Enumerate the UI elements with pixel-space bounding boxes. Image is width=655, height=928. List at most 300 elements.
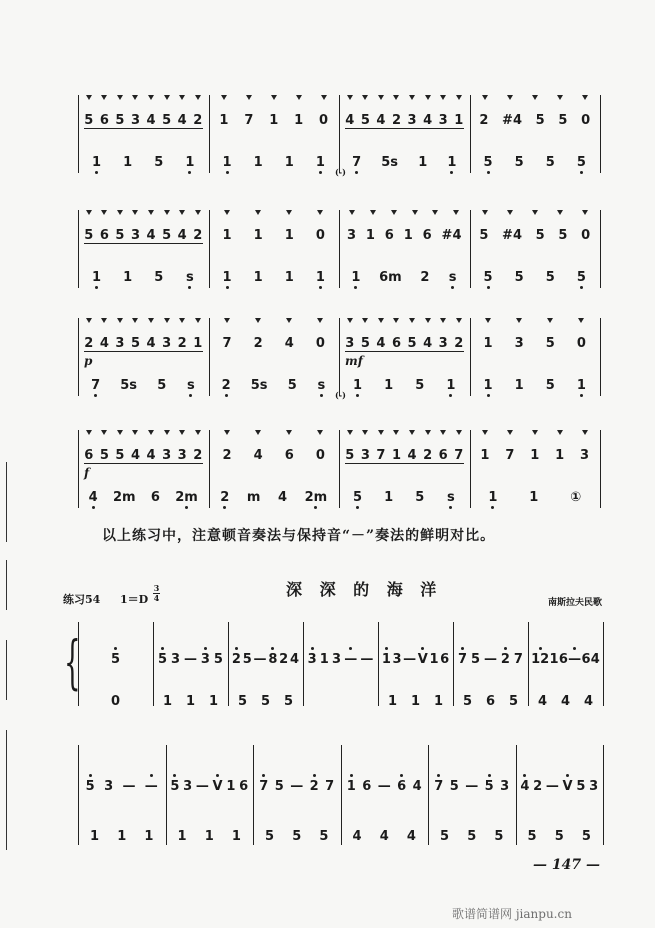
upper-voice — [78, 640, 603, 666]
note: 7 — [222, 336, 232, 351]
note: 3 — [104, 779, 114, 794]
staccato-mark — [117, 210, 123, 215]
note: — — [403, 652, 417, 667]
note: 3 — [162, 336, 172, 351]
measure — [78, 324, 209, 350]
page-margin-rule — [6, 640, 7, 700]
measure — [78, 478, 209, 504]
note: 2 — [177, 336, 187, 351]
note: 1 — [253, 270, 263, 285]
note: — — [122, 779, 136, 794]
note: 5 — [237, 694, 248, 709]
note: 1 — [351, 270, 361, 285]
staccato-mark — [246, 95, 252, 100]
note: 6 — [150, 490, 160, 505]
note: 5 — [483, 155, 493, 170]
note: 1 — [514, 378, 524, 393]
staccato-mark — [86, 430, 92, 435]
staccato-mark — [432, 210, 438, 215]
note: 3 — [307, 652, 317, 667]
song-system — [78, 745, 603, 845]
measure — [166, 817, 254, 843]
note: 5 — [154, 155, 164, 170]
staccato-mark — [547, 318, 553, 323]
beam-underline — [345, 351, 464, 352]
measure — [470, 101, 601, 127]
staccato-mark — [370, 210, 376, 215]
note: 1 — [92, 270, 102, 285]
measure — [303, 640, 378, 666]
barline — [600, 318, 601, 396]
note: 3 — [407, 113, 417, 128]
annotation: (-) — [335, 390, 346, 400]
note: 2 — [479, 113, 489, 128]
measure — [209, 436, 340, 462]
note: 6 — [422, 228, 432, 243]
note: 3 — [200, 652, 210, 667]
note: 2 — [500, 652, 510, 667]
note: 4 — [537, 694, 548, 709]
note: 3 — [332, 652, 342, 667]
staccato-mark — [101, 430, 107, 435]
measure — [209, 324, 340, 350]
note: 7 — [434, 779, 444, 794]
staccato-mark — [362, 430, 368, 435]
note: 5 — [508, 694, 519, 709]
measure — [339, 366, 470, 392]
page-number: — 147 — — [533, 857, 600, 873]
note: 5 — [110, 652, 121, 667]
beam-underline — [345, 128, 464, 129]
page-margin-rule — [6, 462, 7, 542]
staccato-mark — [378, 318, 384, 323]
note: 1 — [204, 829, 214, 844]
lower-voice — [78, 258, 600, 284]
staccato-mark — [286, 210, 292, 215]
note: 3 — [500, 779, 510, 794]
staccato-mark — [101, 318, 107, 323]
staccato-mark — [453, 210, 459, 215]
note: 5s — [120, 378, 138, 393]
note: 2 — [193, 113, 203, 128]
note: 3 — [589, 779, 599, 794]
staccato-mark — [255, 210, 261, 215]
staccato-mark — [224, 430, 230, 435]
note: s — [447, 490, 455, 505]
note: 6 — [362, 779, 372, 794]
note: 5 — [576, 155, 586, 170]
page-margin-rule — [6, 560, 7, 610]
staccato-mark — [164, 430, 170, 435]
measure — [428, 817, 516, 843]
staccato-mark — [393, 95, 399, 100]
note: V — [212, 779, 223, 794]
staccato-mark — [221, 95, 227, 100]
note: 0 — [318, 113, 329, 128]
note: 7 — [457, 652, 468, 667]
note: 1 — [529, 490, 539, 505]
note: 0 — [581, 228, 591, 243]
measure — [209, 143, 340, 169]
measure — [339, 436, 470, 462]
note: ① — [570, 490, 582, 505]
staccato-mark — [532, 95, 538, 100]
staccato-mark — [482, 95, 488, 100]
note: 1 — [483, 336, 493, 351]
exercise-comment: 以上练习中，注意顿音奏法与保持音“－”奏法的鲜明对比。 — [102, 528, 496, 544]
note: 5 — [479, 228, 489, 243]
staccato-mark — [425, 95, 431, 100]
staccato-mark — [148, 210, 154, 215]
note: — — [144, 779, 158, 794]
note: — — [377, 779, 391, 794]
note: — — [483, 652, 497, 667]
note: 5 — [576, 270, 586, 285]
measure — [453, 682, 528, 708]
staccato-mark — [296, 95, 302, 100]
watermark-text: 歌谱简谱网 jianpu.cn — [452, 907, 572, 921]
note: 2m — [175, 490, 198, 505]
measure — [303, 682, 378, 708]
song-source: 南斯拉夫民歌 — [548, 598, 603, 608]
staccato-mark — [378, 430, 384, 435]
note: 1 — [447, 155, 457, 170]
staccato-mark — [409, 318, 415, 323]
measure — [78, 143, 209, 169]
note: 4 — [520, 779, 530, 794]
note: 2 — [231, 652, 241, 667]
note: 5s — [250, 378, 268, 393]
note: 2 — [533, 779, 543, 794]
note: 1 — [410, 694, 421, 709]
note: 2m — [304, 490, 328, 505]
note: 7 — [244, 113, 254, 128]
note: 4 — [146, 448, 156, 463]
note: 5 — [558, 228, 568, 243]
staccato-mark — [255, 318, 261, 323]
note: 3 — [438, 336, 448, 351]
beam-underline — [84, 243, 203, 244]
note: 1 — [284, 155, 294, 170]
note: 2 — [279, 652, 289, 667]
note: 6 — [558, 652, 568, 667]
staccato-mark — [321, 95, 327, 100]
note: m — [246, 490, 261, 505]
note: 5s — [381, 155, 399, 170]
staccato-mark — [532, 210, 538, 215]
note: 5 — [514, 155, 524, 170]
note: — — [465, 779, 479, 794]
lower-voice — [78, 682, 603, 708]
note: 5 — [545, 336, 555, 351]
note: 2 — [420, 270, 430, 285]
note: 3 — [177, 448, 187, 463]
lower-voice — [78, 143, 600, 169]
barline — [603, 622, 604, 706]
note: 5 — [115, 228, 125, 243]
note: 1 — [185, 155, 195, 170]
staccato-mark — [378, 95, 384, 100]
note: 4 — [583, 694, 594, 709]
note: 4 — [376, 113, 386, 128]
note: 5 — [527, 829, 537, 844]
note: 2 — [309, 779, 319, 794]
measure — [153, 682, 228, 708]
measure — [339, 478, 470, 504]
staccato-mark — [164, 95, 170, 100]
note: 3 — [183, 779, 193, 794]
song-system — [78, 622, 603, 709]
measure — [428, 767, 516, 793]
staccato-mark — [101, 210, 107, 215]
measure — [209, 478, 340, 504]
staccato-mark — [578, 318, 584, 323]
note: 5 — [260, 694, 271, 709]
note: 1 — [315, 270, 325, 285]
note: 5 — [345, 448, 355, 463]
staccato-mark — [224, 318, 230, 323]
note: 5 — [554, 829, 564, 844]
staccato-mark — [362, 95, 368, 100]
note: 0 — [576, 336, 586, 351]
note: s — [187, 378, 195, 393]
staccato-mark — [425, 430, 431, 435]
note: 4 — [423, 113, 433, 128]
note: 4 — [560, 694, 571, 709]
beam-underline — [84, 128, 203, 129]
note: 1 — [193, 336, 203, 351]
note: 1 — [384, 378, 394, 393]
measure — [528, 640, 603, 666]
exercise-system — [78, 210, 600, 288]
note: 1 — [418, 155, 428, 170]
note: 4 — [88, 490, 98, 505]
staccato-mark — [101, 95, 107, 100]
measure — [470, 216, 601, 242]
note: 1 — [294, 113, 304, 128]
note: 5 — [265, 829, 275, 844]
note: 6 — [485, 694, 496, 709]
measure — [470, 143, 601, 169]
staccato-mark — [195, 210, 201, 215]
measure — [78, 682, 153, 708]
note: 5 — [407, 336, 417, 351]
measure — [516, 817, 604, 843]
staccato-mark — [317, 430, 323, 435]
note: 4 — [99, 336, 109, 351]
note: 6 — [397, 779, 407, 794]
note: 1 — [319, 652, 329, 667]
note: #4 — [502, 228, 522, 243]
measure — [253, 767, 341, 793]
measure — [470, 258, 601, 284]
staccato-mark — [286, 318, 292, 323]
staccato-mark — [164, 318, 170, 323]
staccato-mark — [456, 430, 462, 435]
staccato-mark — [557, 430, 563, 435]
staccato-mark — [86, 318, 92, 323]
note: — — [195, 779, 209, 794]
staccato-mark — [507, 210, 513, 215]
note: — — [344, 652, 358, 667]
staccato-mark — [347, 95, 353, 100]
note: 3 — [579, 448, 590, 463]
note: 4 — [379, 829, 389, 844]
measure — [516, 767, 604, 793]
measure — [339, 258, 470, 284]
note: 5 — [581, 829, 591, 844]
note: 1 — [117, 829, 127, 844]
measure — [209, 101, 340, 127]
note: 1 — [549, 652, 559, 667]
note: 2 — [222, 448, 232, 463]
staccato-mark — [347, 430, 353, 435]
staccato-mark — [271, 95, 277, 100]
staccato-mark — [317, 210, 323, 215]
note: V — [562, 779, 573, 794]
note: 4 — [289, 652, 300, 667]
measure — [528, 682, 603, 708]
exercise-system — [78, 95, 600, 177]
note: s — [186, 270, 194, 285]
note: 1 — [576, 378, 586, 393]
note: 1 — [433, 694, 444, 709]
note: 1 — [162, 694, 173, 709]
staccato-mark — [317, 318, 323, 323]
dynamic-mark: p — [84, 354, 93, 368]
note: 7 — [454, 448, 464, 463]
note: 1 — [90, 829, 100, 844]
measure — [209, 366, 340, 392]
note: 5 — [440, 829, 450, 844]
note: 1 — [454, 113, 464, 128]
note: 4 — [284, 336, 294, 351]
note: 5 — [157, 378, 167, 393]
note: 1 — [480, 448, 490, 463]
note: 1 — [403, 228, 413, 243]
note: 5 — [360, 336, 370, 351]
upper-voice — [78, 767, 603, 793]
note: 4 — [146, 228, 156, 243]
measure — [339, 101, 470, 127]
measure — [470, 324, 601, 350]
staccato-mark — [391, 210, 397, 215]
note: 1 — [555, 448, 565, 463]
note: 0 — [315, 448, 325, 463]
staccato-mark — [148, 430, 154, 435]
measure — [166, 767, 254, 793]
time-signature-top: 3 — [153, 583, 160, 593]
note: 1 — [185, 694, 196, 709]
note: 1 — [219, 113, 229, 128]
note: 1 — [488, 490, 498, 505]
note: 12 — [531, 652, 550, 667]
staccato-mark — [148, 318, 154, 323]
note: 5 — [545, 378, 555, 393]
note: 5 — [99, 448, 109, 463]
note: 8 — [268, 652, 278, 667]
note: 1 — [226, 779, 236, 794]
measure — [341, 817, 429, 843]
staccato-mark — [582, 95, 588, 100]
staccato-mark — [482, 210, 488, 215]
note: 1 — [208, 694, 219, 709]
note: 5 — [467, 829, 477, 844]
note: 4 — [177, 228, 187, 243]
note: 5 — [287, 378, 297, 393]
note: — — [545, 779, 559, 794]
note: 5 — [545, 155, 555, 170]
measure — [339, 324, 470, 350]
note: 3 — [345, 336, 355, 351]
note: 5 — [360, 113, 370, 128]
staccato-mark — [507, 95, 513, 100]
dynamic-mark: mf — [345, 354, 363, 368]
note: 6 — [440, 652, 450, 667]
measure — [228, 640, 303, 666]
note: 2 — [391, 113, 401, 128]
time-signature — [153, 584, 160, 603]
staccato-mark — [117, 95, 123, 100]
staccato-mark — [362, 318, 368, 323]
note: 3 — [438, 113, 448, 128]
note: 7 — [259, 779, 269, 794]
note: 5 — [84, 113, 94, 128]
note: — — [253, 652, 267, 667]
note: 5 — [449, 779, 459, 794]
staccato-mark — [347, 318, 353, 323]
note: 1 — [346, 779, 356, 794]
measure — [78, 216, 209, 242]
staccato-mark — [412, 210, 418, 215]
staccato-mark — [164, 210, 170, 215]
note: 5 — [130, 336, 140, 351]
note: 1 — [253, 155, 263, 170]
note: 5 — [545, 270, 555, 285]
staccato-mark — [349, 210, 355, 215]
note: 4 — [412, 779, 422, 794]
note: 4 — [146, 336, 156, 351]
note: 7 — [376, 448, 386, 463]
staccato-mark — [132, 318, 138, 323]
exercise-label: 练习54 — [63, 593, 101, 606]
key-signature: 1＝D — [120, 593, 149, 606]
staccato-mark — [86, 210, 92, 215]
note: 1 — [429, 652, 439, 667]
note: 5 — [558, 113, 568, 128]
staccato-mark — [440, 430, 446, 435]
measure — [470, 436, 601, 462]
note: 1 — [353, 378, 363, 393]
note: 1 — [231, 829, 241, 844]
note: 5 — [170, 779, 180, 794]
staccato-mark — [516, 318, 522, 323]
note: 5 — [415, 490, 425, 505]
measure — [78, 258, 209, 284]
note: 7 — [513, 652, 523, 667]
staccato-mark — [557, 210, 563, 215]
note: 5 — [154, 270, 164, 285]
staccato-mark — [117, 430, 123, 435]
note: 4 — [278, 490, 288, 505]
measure — [378, 640, 453, 666]
staccato-mark — [195, 318, 201, 323]
note: 7 — [91, 378, 101, 393]
note: 1 — [530, 448, 540, 463]
note: 4 — [376, 336, 386, 351]
note: 1 — [123, 155, 133, 170]
note: 1 — [284, 228, 294, 243]
